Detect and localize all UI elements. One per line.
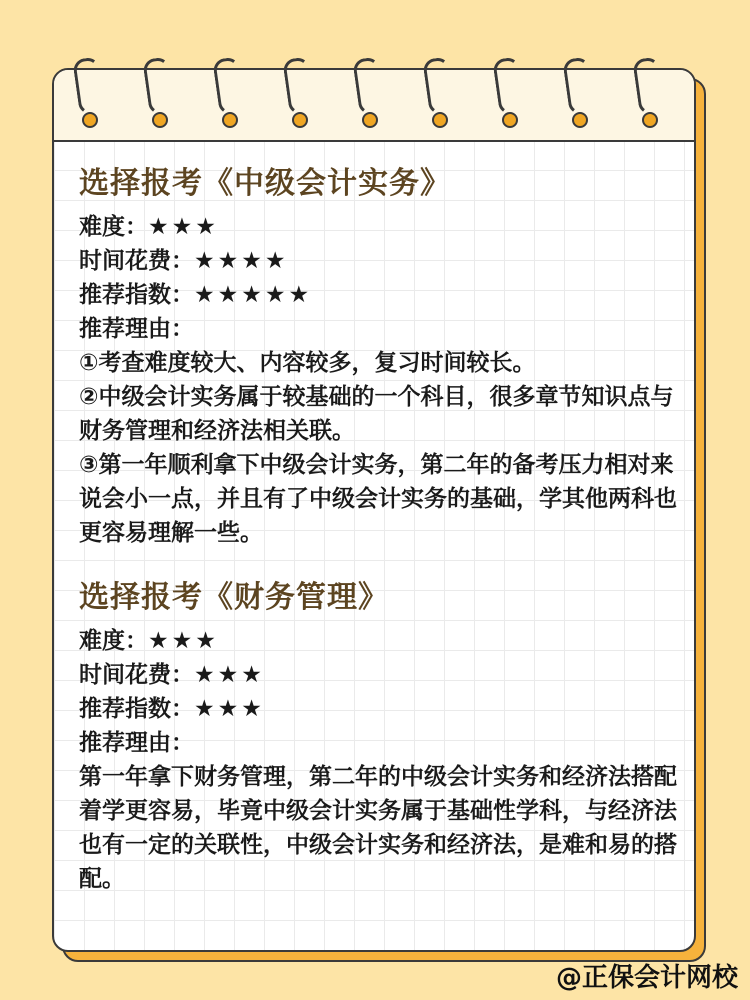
recommend-stars: ★★★ (194, 696, 265, 722)
recommend-row (79, 692, 679, 726)
time-row (79, 658, 679, 692)
time-stars: ★★★★ (194, 248, 289, 274)
reason-item: ③第一年顺利拿下中级会计实务，第二年的备考压力相对来说会小一点，并且有了中级会计实务的基础，学其他两科也更容易理解一些。 (79, 452, 677, 546)
recommend-label: 推荐指数： (79, 696, 194, 722)
time-label: 时间花费： (79, 248, 194, 274)
difficulty-stars: ★★★ (148, 214, 219, 240)
time-label: 时间花费： (79, 662, 194, 688)
recommend-row (79, 278, 679, 312)
content (79, 158, 679, 918)
ring-hole (152, 112, 168, 128)
reason-item: ①考查难度较大、内容较多，复习时间较长。 (79, 350, 536, 376)
section-title: 选择报考《财务管理》 (79, 580, 389, 615)
difficulty-stars: ★★★ (148, 628, 219, 654)
recommend-stars: ★★★★★ (194, 282, 313, 308)
reason-label: 推荐理由： (79, 316, 194, 342)
ring-hole (292, 112, 308, 128)
difficulty-row (79, 210, 679, 244)
reason-item: ②中级会计实务属于较基础的一个科目，很多章节知识点与财务管理和经济法相关联。 (79, 384, 674, 444)
ring-hole (362, 112, 378, 128)
ring-hole (222, 112, 238, 128)
difficulty-label: 难度： (79, 628, 148, 654)
brand-watermark: @正保会计网校 (555, 963, 738, 993)
section-financial-management (79, 572, 679, 896)
notebook-page (52, 68, 696, 952)
ring-hole (572, 112, 588, 128)
difficulty-label: 难度： (79, 214, 148, 240)
difficulty-row (79, 624, 679, 658)
recommend-label: 推荐指数： (79, 282, 194, 308)
ring-hole (82, 112, 98, 128)
ring-hole (642, 112, 658, 128)
ring-hole (502, 112, 518, 128)
time-row (79, 244, 679, 278)
section-title: 选择报考《中级会计实务》 (79, 166, 451, 201)
time-stars: ★★★ (194, 662, 265, 688)
reason-item: 第一年拿下财务管理，第二年的中级会计实务和经济法搭配着学更容易，毕竟中级会计实务属于基础性学科，与经济法也有一定的关联性，中级会计实务和经济法，是难和易的搭配。 (79, 764, 677, 892)
section-intermediate-accounting (79, 158, 679, 550)
ring-hole (432, 112, 448, 128)
reason-label: 推荐理由： (79, 730, 194, 756)
